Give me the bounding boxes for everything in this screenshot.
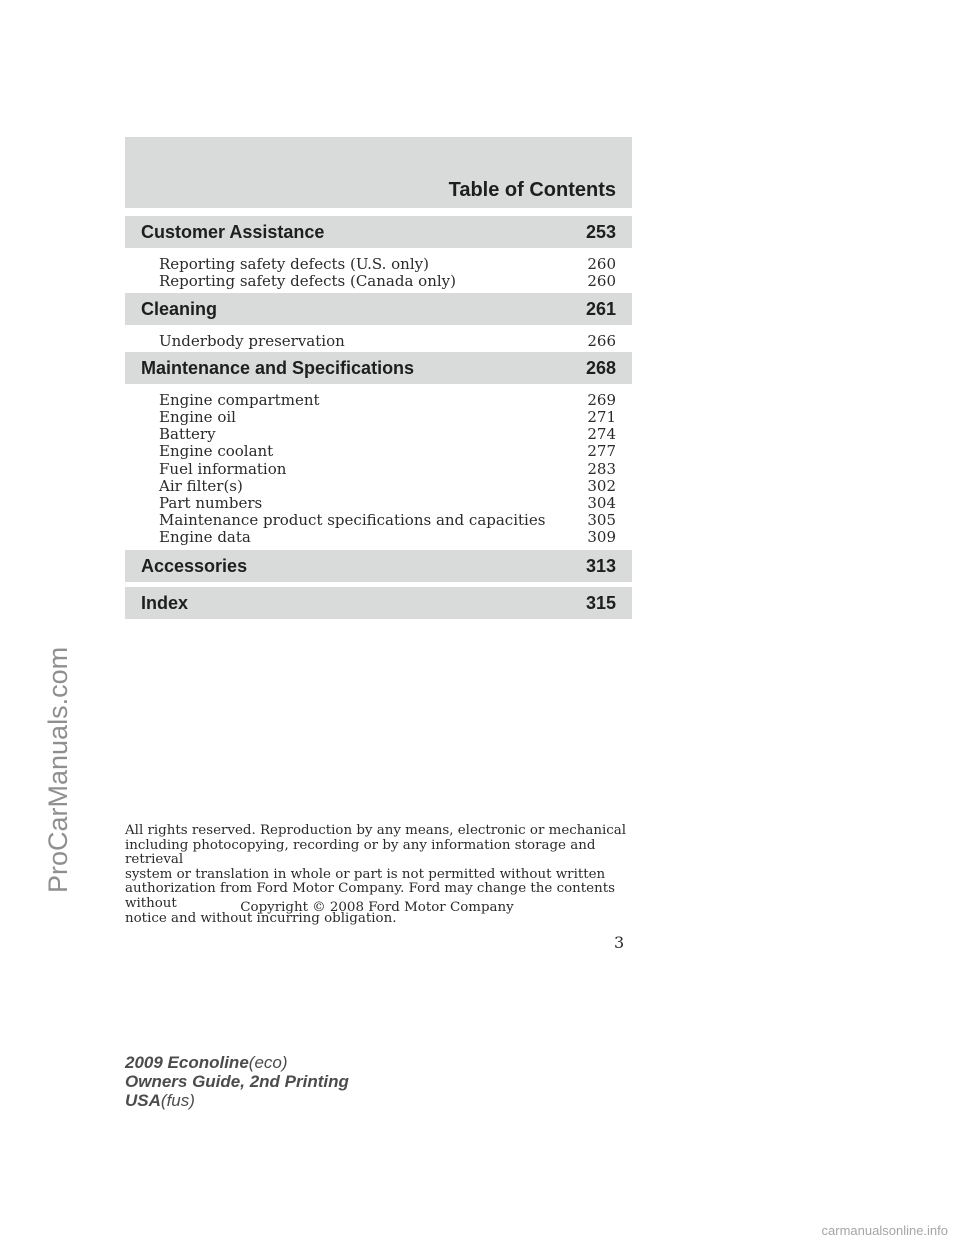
toc-entry[interactable]: [159, 460, 616, 478]
entry-label: Engine coolant: [159, 442, 274, 460]
entry-page: 271: [587, 408, 616, 426]
toc-entry[interactable]: [159, 408, 616, 426]
entry-label: Reporting safety defects (Canada only): [159, 272, 456, 290]
footer-line-3: [125, 1091, 349, 1110]
section-maintenance-specifications[interactable]: [125, 352, 632, 384]
entry-label: Engine compartment: [159, 391, 320, 409]
footer-market: USA: [125, 1091, 161, 1110]
entry-label: Engine oil: [159, 408, 236, 426]
entry-label: Fuel information: [159, 460, 287, 478]
site-credit: carmanualsonline.info: [821, 1223, 948, 1238]
legal-line: All rights reserved. Reproduction by any means, electronic or mechanical: [125, 823, 627, 838]
footer-model: 2009 Econoline: [125, 1053, 249, 1072]
toc-entry[interactable]: [159, 425, 616, 443]
legal-line: authorization from Ford Motor Company. Ford may change the contents without: [125, 881, 615, 911]
section-accessories[interactable]: [125, 550, 632, 582]
toc-entry[interactable]: [159, 272, 616, 290]
entry-page: 277: [587, 442, 616, 460]
entry-label: Reporting safety defects (U.S. only): [159, 255, 429, 273]
entry-page: 305: [587, 511, 616, 529]
entry-page: 274: [587, 425, 616, 443]
section-label: Accessories: [141, 556, 248, 576]
page-number: 3: [614, 933, 625, 952]
entry-page: 283: [587, 460, 616, 478]
section-label: Cleaning: [141, 299, 218, 319]
footer-model-code: (eco): [248, 1053, 288, 1072]
section-label: Customer Assistance: [141, 222, 325, 242]
entry-page: 260: [587, 255, 616, 273]
section-page: 268: [585, 358, 616, 378]
watermark-text: ProCarManuals.com: [43, 646, 73, 893]
section-page: 261: [585, 299, 616, 319]
legal-line: system or translation in whole or part is not permitted without written: [125, 866, 606, 882]
section-page: 253: [585, 222, 616, 242]
entry-page: 309: [587, 528, 616, 546]
entry-label: Engine data: [159, 528, 251, 546]
toc-entry[interactable]: [159, 511, 616, 529]
entry-page: 266: [587, 332, 616, 350]
toc-entry[interactable]: [159, 391, 616, 409]
footer-line-1: [125, 1053, 349, 1072]
section-label: Maintenance and Specifications: [141, 358, 415, 378]
section-page: 313: [585, 556, 616, 576]
entry-page: 260: [587, 272, 616, 290]
toc-entry[interactable]: [159, 477, 616, 495]
entry-page: 304: [587, 494, 616, 512]
legal-line: notice and without incurring obligation.: [125, 910, 397, 926]
toc-header-band: [125, 137, 632, 208]
toc-entry[interactable]: [159, 494, 616, 512]
section-label: Index: [141, 593, 189, 613]
entry-label: Part numbers: [159, 494, 263, 512]
section-customer-assistance[interactable]: [125, 216, 632, 248]
entry-label: Maintenance product specifications and capacities: [159, 511, 546, 529]
toc-entry[interactable]: [159, 528, 616, 546]
footer-edition: Owners Guide, 2nd Printing: [125, 1072, 349, 1091]
toc-entry[interactable]: [159, 442, 616, 460]
document-footer: [125, 1053, 349, 1110]
page-title: Table of Contents: [448, 179, 616, 201]
entry-label: Underbody preservation: [159, 332, 345, 350]
toc-entry[interactable]: [159, 255, 616, 273]
toc-entry[interactable]: [159, 332, 616, 350]
copyright-line: Copyright © 2008 Ford Motor Company: [240, 900, 514, 915]
entry-label: Battery: [159, 425, 216, 443]
section-page: 315: [585, 593, 616, 613]
section-cleaning[interactable]: [125, 293, 632, 325]
entry-label: Air filter(s): [159, 477, 243, 495]
footer-market-code: (fus): [160, 1091, 195, 1110]
entry-page: 269: [587, 391, 616, 409]
section-index[interactable]: [125, 587, 632, 619]
entry-page: 302: [587, 477, 616, 495]
legal-line: including photocopying, recording or by any information storage and retrieval: [125, 837, 596, 868]
